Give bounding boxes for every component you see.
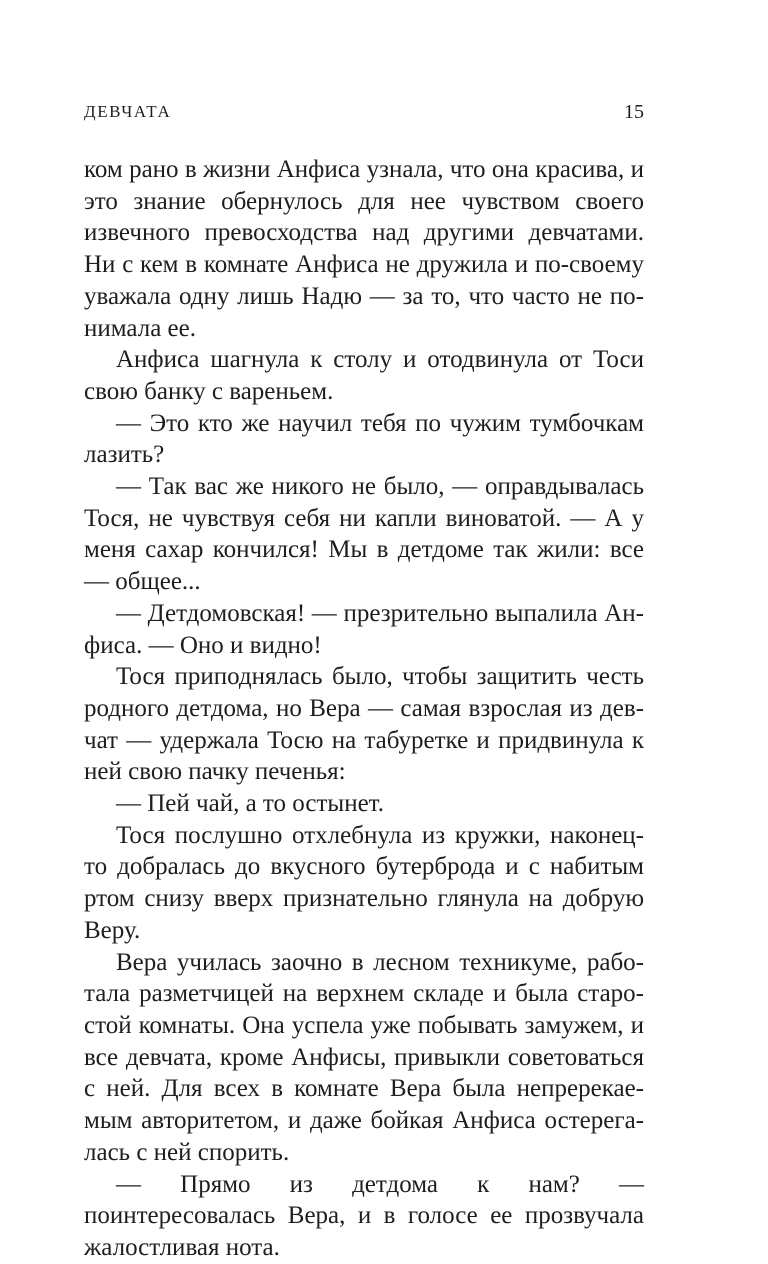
paragraph-1: ком рано в жизни Анфиса узнала, что она красива, и это знание обернулось для нее чувством своего извечного превосходства над другими девчатами. Ни с кем в комнате Анфиса не дружила и по-своему уважала одну лишь Надю — за то, что часто не понимала ее. [84,156,644,342]
dialogue-line-2: — Так вас же никого не было, — оправдывалась Тося, не чувствуя себя ни капли виноватой. — А у меня сахар кончился! Мы в детдоме так жили: все — общее... [84,473,644,596]
body-text [84,154,644,1264]
paragraph-4: Тося послушно отхлебнула из кружки, наконец-то добралась до вкусного бутерброда и с набитым ртом снизу вверх признательно глянула на добрую Веру. [84,821,644,944]
paragraph-3: Тося приподнялась было, чтобы защитить честь родного детдома, но Вера — самая взрослая из девчат — удержала Тосю на табуретке и придвинула к ней свою пачку печенья: [84,663,644,786]
dialogue-line-4: — Пей чай, а то остынет. [116,790,384,818]
dialogue-line-5: — Прямо из детдома к нам? — поинтересовалась Вера, и в голосе ее прозвучала жалостливая нота. [84,1170,644,1261]
paragraph-5: Вера училась заочно в лесном техникуме, работала разметчицей на верхнем складе и была старостой комнаты. Она успела уже побывать замужем, и все девчата, кроме Анфисы, привыкли советоваться с ней. Для всех в комнате Вера была непререкаемым авторитетом, и даже бойкая Анфиса остерегалась с ней спорить. [84,948,644,1166]
page-number: 15 [624,101,644,123]
dialogue-line-3: — Детдомовская! — презрительно выпалила Анфиса. — Оно и видно! [84,599,644,659]
running-title: ДЕВЧАТА [84,102,172,121]
paragraph-2: Анфиса шагнула к столу и отодвинула от Тоси свою банку с вареньем. [84,346,644,405]
dialogue-line-1: — Это кто же научил тебя по чужим тумбочкам лазить? [84,409,644,469]
